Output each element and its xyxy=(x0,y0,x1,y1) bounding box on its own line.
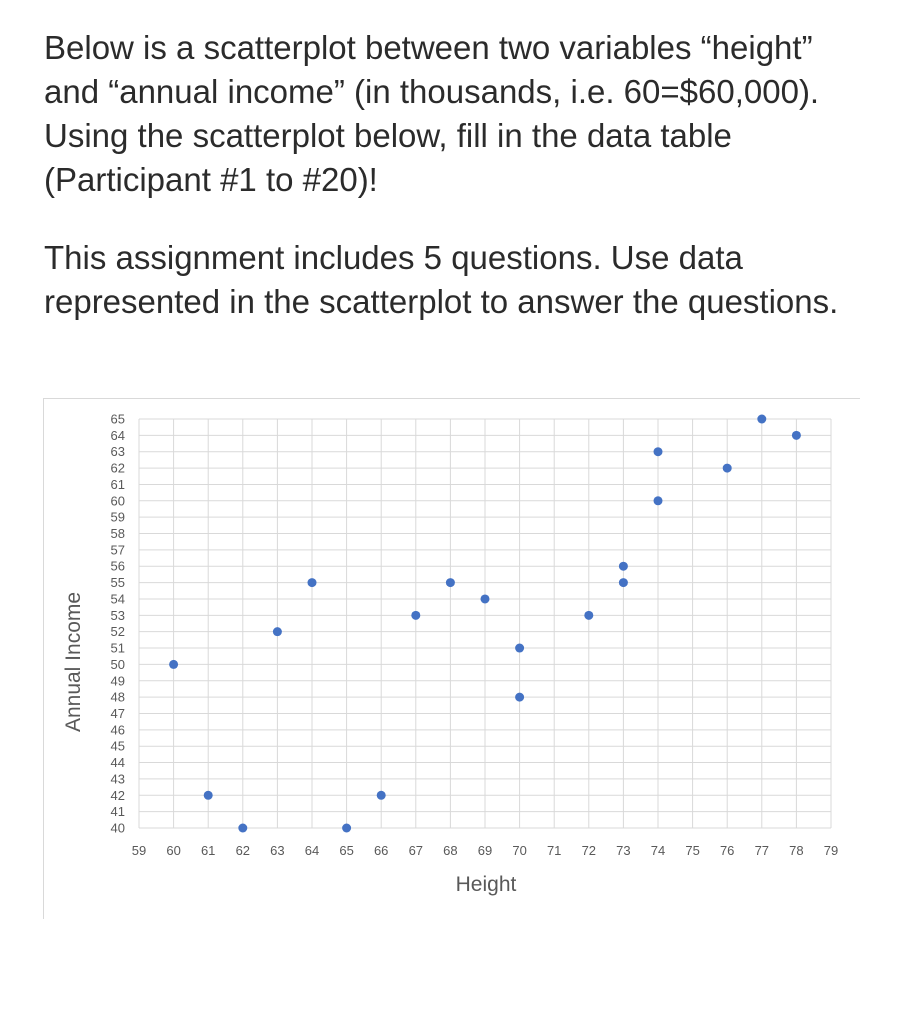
data-point xyxy=(584,611,593,620)
y-tick-label: 61 xyxy=(110,476,125,492)
y-tick-label: 43 xyxy=(110,771,125,787)
y-tick-label: 60 xyxy=(110,493,125,509)
x-tick-label: 68 xyxy=(443,843,458,858)
data-point xyxy=(757,415,766,424)
data-point xyxy=(411,611,420,620)
data-point xyxy=(515,644,524,653)
y-tick-label: 57 xyxy=(110,542,125,558)
y-tick-labels xyxy=(111,412,125,836)
y-tick-label: 47 xyxy=(110,705,125,721)
data-point xyxy=(169,660,178,669)
x-tick-label: 69 xyxy=(477,843,493,858)
x-tick-label: 59 xyxy=(131,843,147,858)
instructions-paragraph: Below is a scatterplot between two variables “height” and “annual income” (in thousands, i.e. 60=$60,000). Using the scatterplot below, fill in the data table (Participant #1 to #20)! xyxy=(44,29,820,198)
y-tick-label: 49 xyxy=(110,673,125,689)
data-point xyxy=(342,824,351,833)
y-tick-label: 42 xyxy=(110,787,125,803)
y-tick-label: 62 xyxy=(110,460,125,476)
y-tick-label: 52 xyxy=(110,624,125,640)
y-tick-label: 65 xyxy=(110,411,125,427)
data-point xyxy=(204,791,213,800)
x-tick-label: 60 xyxy=(166,843,181,858)
y-tick-label: 56 xyxy=(110,558,125,574)
y-axis-label: Annual Income xyxy=(62,591,85,733)
x-tick-label: 72 xyxy=(581,843,597,858)
x-tick-label: 79 xyxy=(823,843,839,858)
x-tick-label: 77 xyxy=(754,843,770,858)
x-tick-label: 76 xyxy=(719,843,735,858)
x-tick-label: 65 xyxy=(339,843,354,858)
data-point xyxy=(619,562,628,571)
data-point xyxy=(515,693,524,702)
y-tick-label: 50 xyxy=(110,656,125,672)
x-tick-label: 71 xyxy=(546,843,562,858)
x-tick-label: 75 xyxy=(685,843,700,858)
y-tick-label: 53 xyxy=(110,607,125,623)
x-tick-label: 74 xyxy=(650,843,666,858)
data-point xyxy=(654,447,663,456)
y-tick-label: 58 xyxy=(110,526,125,542)
y-tick-label: 64 xyxy=(110,427,125,443)
x-tick-label: 63 xyxy=(270,843,285,858)
data-point xyxy=(654,496,663,505)
y-tick-label: 48 xyxy=(110,689,125,705)
x-tick-label: 70 xyxy=(512,843,527,858)
x-tick-labels xyxy=(132,843,838,858)
scatter-chart xyxy=(44,399,860,919)
x-axis-label: Height xyxy=(455,873,517,896)
y-tick-label: 40 xyxy=(110,820,125,836)
y-tick-label: 51 xyxy=(110,640,125,656)
chart-frame xyxy=(43,398,860,919)
y-tick-label: 45 xyxy=(110,738,125,754)
y-tick-label: 59 xyxy=(110,509,125,525)
x-tick-label: 66 xyxy=(373,843,389,858)
data-point xyxy=(792,431,801,440)
x-tick-label: 67 xyxy=(408,843,424,858)
x-tick-label: 64 xyxy=(304,843,320,858)
data-point xyxy=(723,464,732,473)
data-point xyxy=(238,824,247,833)
data-point xyxy=(446,578,455,587)
x-tick-label: 61 xyxy=(200,843,216,858)
y-tick-label: 54 xyxy=(110,591,125,607)
assignment-note: This assignment includes 5 questions. Use data represented in the scatterplot to answer the questions. xyxy=(44,239,839,320)
y-tick-label: 63 xyxy=(110,444,125,460)
y-tick-label: 44 xyxy=(110,755,125,771)
data-point xyxy=(619,578,628,587)
grid xyxy=(139,419,831,828)
x-tick-label: 78 xyxy=(789,843,804,858)
y-tick-label: 46 xyxy=(110,722,125,738)
data-point xyxy=(308,578,317,587)
y-tick-label: 55 xyxy=(110,575,125,591)
y-tick-label: 41 xyxy=(110,804,125,820)
x-tick-label: 62 xyxy=(235,843,251,858)
data-point xyxy=(377,791,386,800)
data-point xyxy=(481,594,490,603)
data-point xyxy=(273,627,282,636)
x-tick-label: 73 xyxy=(616,843,631,858)
